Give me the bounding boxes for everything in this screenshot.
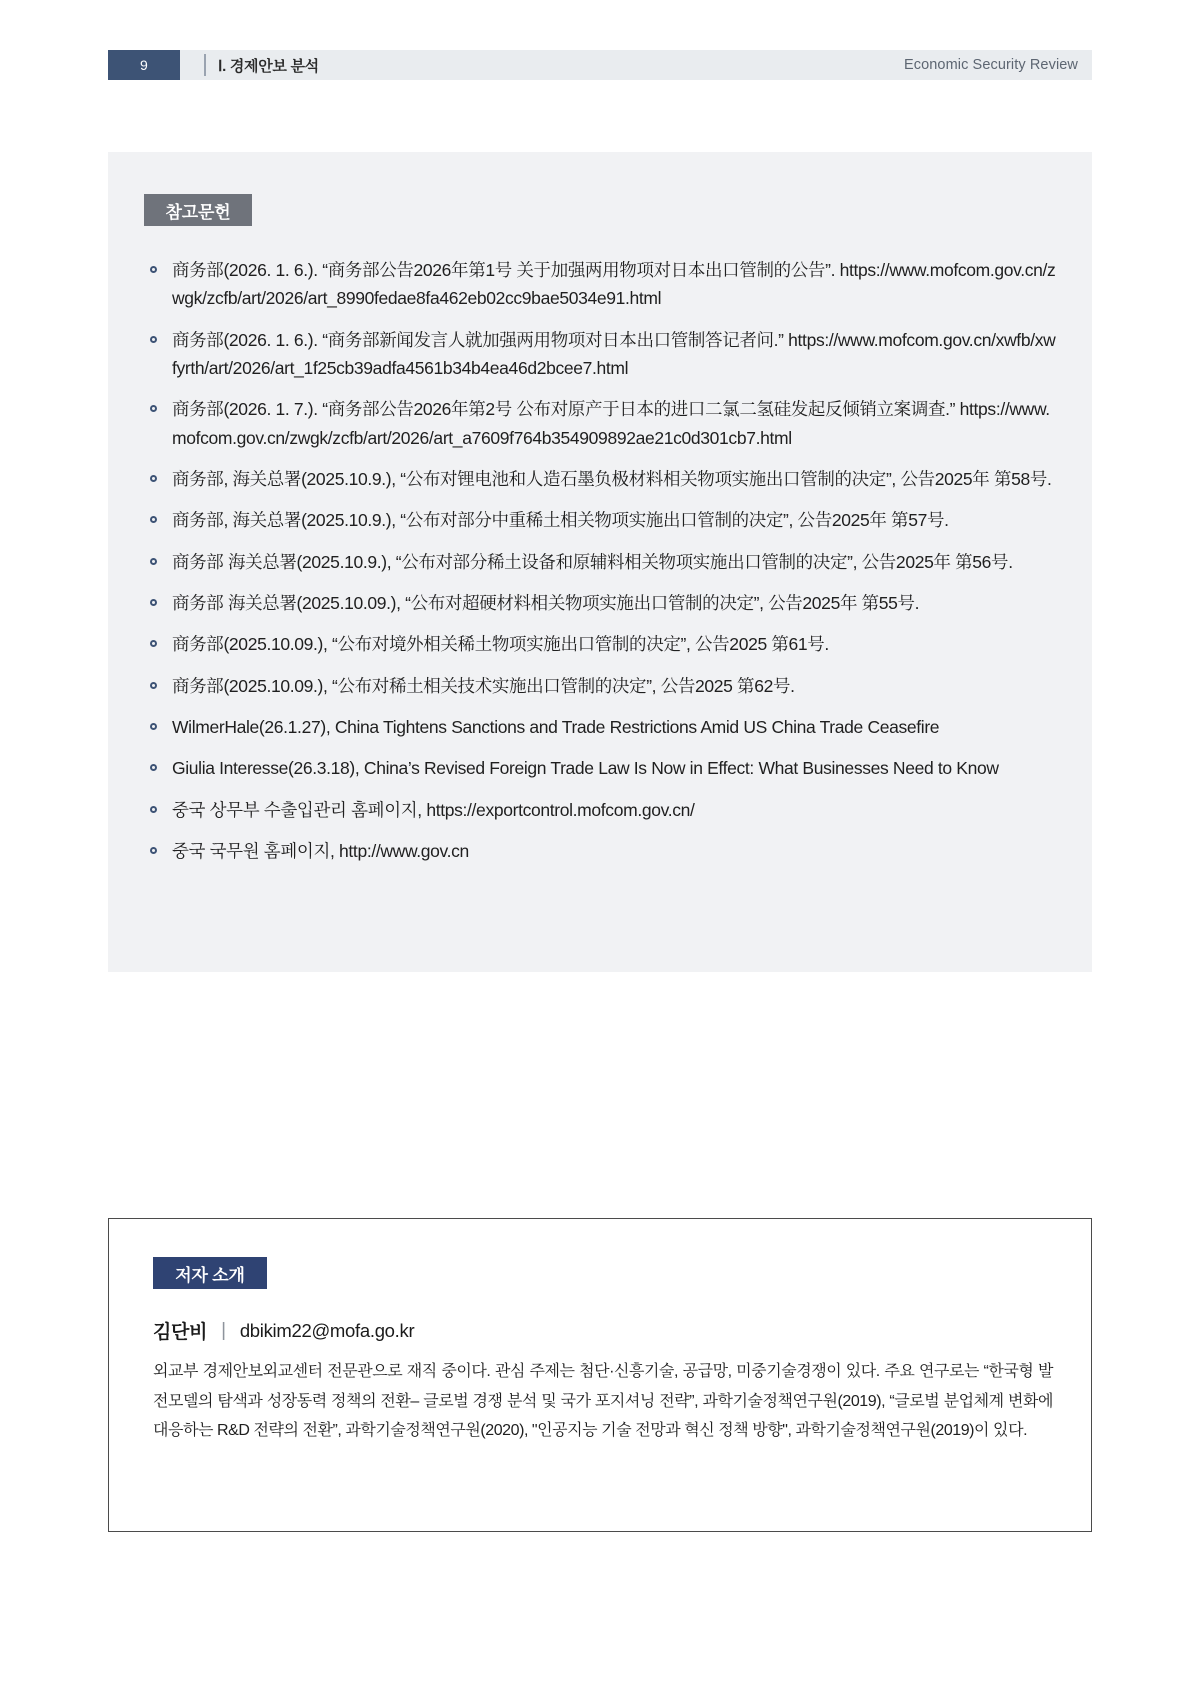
author-identity — [153, 1317, 414, 1344]
reference-item: 중국 상무부 수출입관리 홈페이지, https://exportcontrol.mofcom.gov.cn/ — [148, 796, 1056, 824]
header-section-title: Ⅰ. 경제안보 분석 — [218, 57, 319, 75]
author-name: 김단비 — [153, 1322, 208, 1343]
author-box — [108, 1218, 1092, 1532]
header-journal-title: Economic Security Review — [903, 57, 1078, 73]
references-list — [148, 256, 1056, 879]
reference-item: 商务部(2026. 1. 7.). “商务部公告2026年第2号 公布对原产于日本的进口二氯二氢硅发起反倾销立案调查.” https://www.mofcom.gov.cn/zwgk/zcfb/art/2026/art_a7609f764b354909892ae21c0d301cb7.html — [148, 395, 1056, 452]
reference-item: 商务部 海关总署(2025.10.09.), “公布对超硬材料相关物项实施出口管制的决定”, 公告2025年 第55号. — [148, 589, 1056, 617]
reference-item: 商务部(2026. 1. 6.). “商务部公告2026年第1号 关于加强两用物项对日本出口管制的公告”. https://www.mofcom.gov.cn/zwgk/zcfb/art/2026/art_8990fedae8fa462eb02cc9bae5034e91.html — [148, 256, 1056, 313]
page-header — [108, 50, 1092, 80]
author-email: dbikim22@mofa.go.kr — [239, 1319, 415, 1341]
reference-item: 商务部(2025.10.09.), “公布对稀土相关技术实施出口管制的决定”, 公告2025 第62号. — [148, 672, 1056, 700]
author-bio: 외교부 경제안보외교센터 전문관으로 재직 중이다. 관심 주제는 첨단·신흥기술, 공급망, 미중기술경쟁이 있다. 주요 연구로는 “한국형 발전모델의 탐색과 성장동력 정책의 전환– 글로벌 경쟁 분석 및 국가 포지셔닝 전략”, 과학기술정책연구원(2019), “글로벌 분업체계 변화에 대응하는 R&D 전략의 전환”, 과학기술정책연구원(2020), "인공지능 기술 전망과 혁신 정책 방향", 과학기술정책연구원(2019)이 있다. — [153, 1363, 1053, 1440]
reference-item: 商务部(2025.10.09.), “公布对境外相关稀土物项实施出口管制的决定”, 公告2025 第61号. — [148, 630, 1056, 658]
reference-item: WilmerHale(26.1.27), China Tightens Sanctions and Trade Restrictions Amid US China Trade Ceasefire — [148, 713, 1056, 741]
reference-item: 商务部, 海关总署(2025.10.9.), “公布对部分中重稀土相关物项实施出口管制的决定”, 公告2025年 第57号. — [148, 506, 1056, 534]
reference-item: 商务部, 海关总署(2025.10.9.), “公布对锂电池和人造石墨负极材料相关物项实施出口管制的决定”, 公告2025年 第58号. — [148, 465, 1056, 493]
author-separator: | — [221, 1319, 226, 1341]
page-number: 9 — [108, 50, 180, 80]
reference-item: 商务部 海关总署(2025.10.9.), “公布对部分稀土设备和原辅料相关物项实施出口管制的决定”, 公告2025年 第56号. — [148, 548, 1056, 576]
reference-item: 商务部(2026. 1. 6.). “商务部新闻发言人就加强两用物项对日本出口管制答记者问.” https://www.mofcom.gov.cn/xwfb/xwfyrth/art/2026/art_1f25cb39adfa4561b34b4ea46d2bcee7.html — [148, 326, 1056, 383]
references-heading: 참고문헌 — [144, 194, 252, 226]
references-panel — [108, 152, 1092, 972]
author-heading: 저자 소개 — [153, 1257, 267, 1289]
reference-item: 중국 국무원 홈페이지, http://www.gov.cn — [148, 837, 1056, 865]
reference-item: Giulia Interesse(26.3.18), China’s Revised Foreign Trade Law Is Now in Effect: What Businesses Need to Know — [148, 754, 1056, 782]
header-divider — [204, 54, 206, 76]
